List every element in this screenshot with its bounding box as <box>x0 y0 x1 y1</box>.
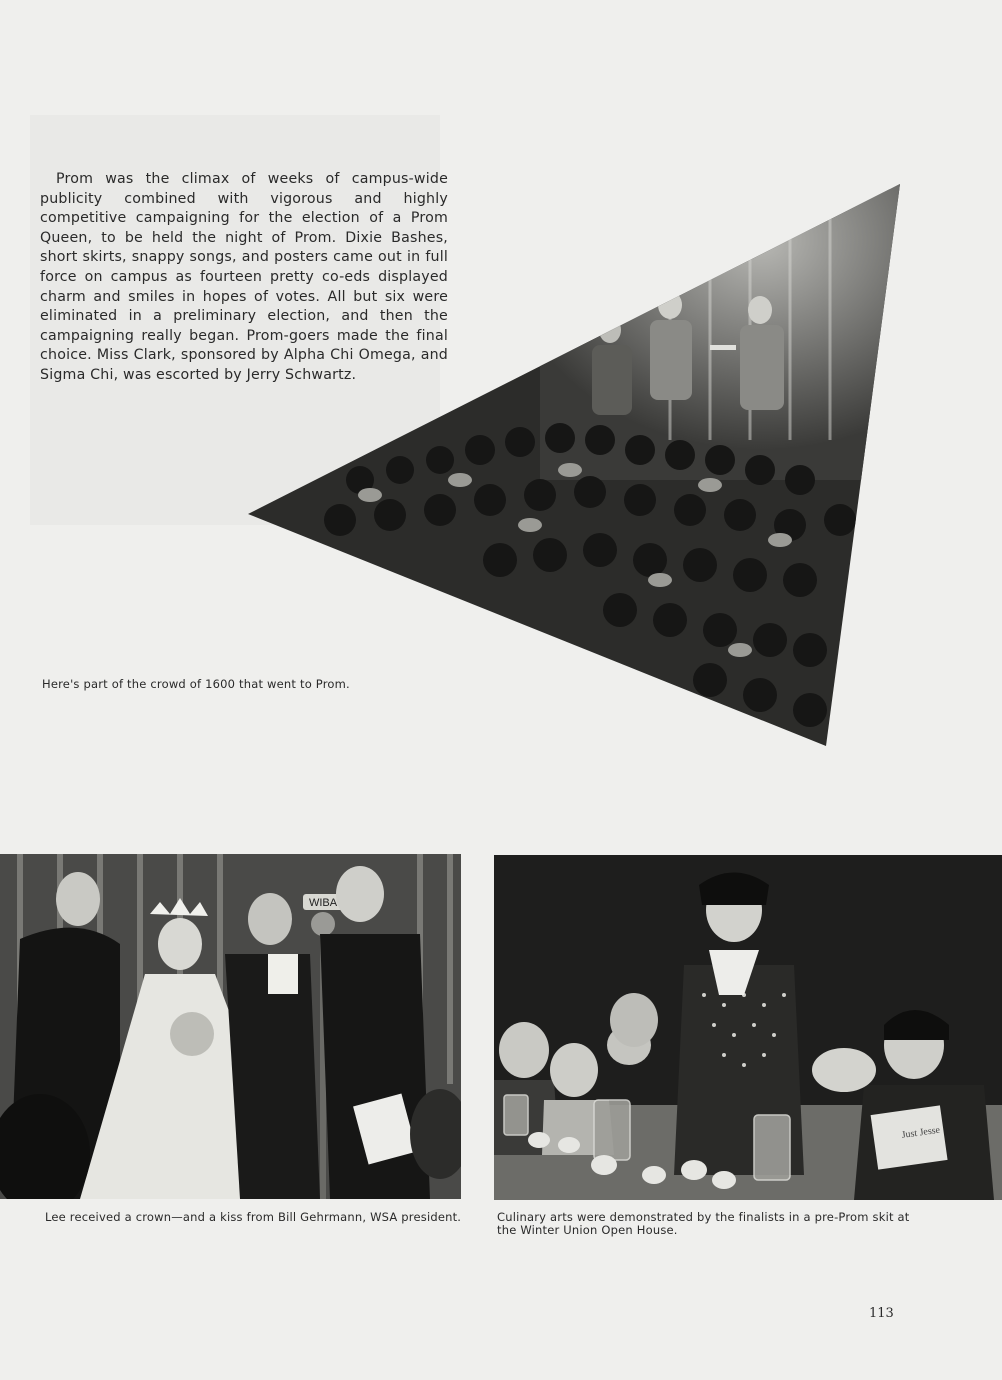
crowning-caption: Lee received a crown—and a kiss from Bill Gehrmann, WSA president. <box>45 1210 462 1224</box>
culinary-caption: Culinary arts were demonstrated by the finalists in a pre-Prom skit at the Winter Union Open House. <box>497 1210 910 1237</box>
intro-paragraph: Prom was the climax of weeks of campus-wide publicity combined with vigorous and highly competitive campaigning for the election of a Prom Queen, to be held the night of Prom. Dixie Bashes, short skirts, snappy songs, and posters came out in full force on campus as fourteen pretty co-eds displayed charm and smiles in hopes of votes. All but six were eliminated in a preliminary election, and then the campaigning really began. Prom-goers made the final choice. Miss Clark, sponsored by Alpha Chi Omega, and Sigma Chi, was escorted by Jerry Schwartz. <box>40 171 448 383</box>
culinary-photo <box>494 855 1002 1200</box>
crowd-photo <box>240 180 908 750</box>
crowd-caption: Here's part of the crowd of 1600 that went to Prom. <box>42 677 350 691</box>
microphone-sign: WIBA <box>308 897 338 909</box>
card-text: Just Jesse <box>900 1124 941 1141</box>
crowning-photo <box>0 854 461 1199</box>
page-number: 113 <box>869 1306 894 1321</box>
